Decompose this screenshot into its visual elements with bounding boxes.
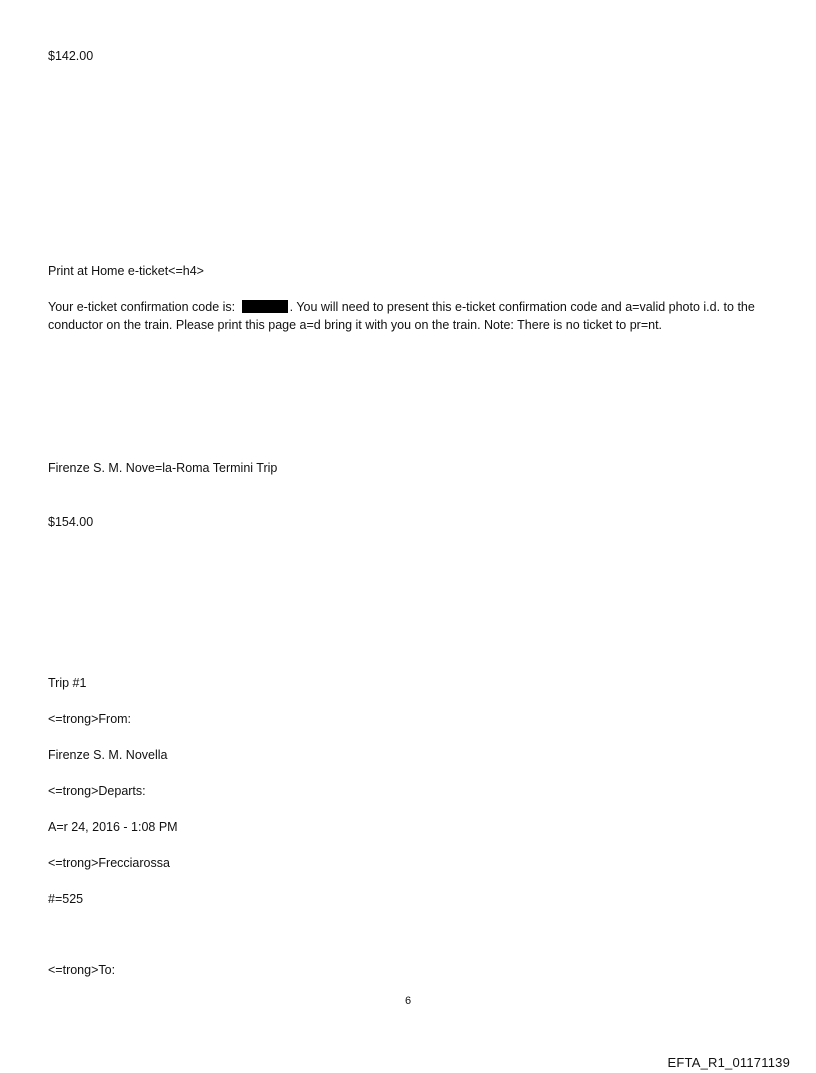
eticket-heading: Print at Home e-ticket<=h4> — [48, 264, 204, 278]
departs-value: A=r 24, 2016 - 1:08 PM — [48, 820, 178, 834]
eticket-text-before: Your e-ticket confirmation code is: — [48, 300, 239, 314]
price-1: $142.00 — [48, 49, 94, 63]
to-label: <=trong>To: — [48, 963, 116, 977]
price-2: $154.00 — [48, 515, 94, 529]
trip-route: Firenze S. M. Nove=la-Roma Termini Trip — [48, 461, 278, 475]
redaction-box — [242, 300, 288, 313]
train-number: #=525 — [48, 892, 84, 906]
departs-label: <=trong>Departs: — [48, 784, 146, 798]
trip-number: Trip #1 — [48, 676, 87, 690]
from-value: Firenze S. M. Novella — [48, 748, 168, 762]
from-label: <=trong>From: — [48, 712, 132, 726]
page-number: 6 — [404, 995, 412, 1007]
eticket-paragraph — [48, 299, 760, 334]
document-id: EFTA_R1_01171139 — [667, 1055, 790, 1070]
train-label: <=trong>Frecciarossa — [48, 856, 170, 870]
eticket-text-after: . You will need to present this e-ticket confirmation code and a=valid photo i.d. to the conductor on the train. Please print this page a=d bring it with you on the train. Note: There is no ticket to pr=nt. — [48, 300, 755, 332]
